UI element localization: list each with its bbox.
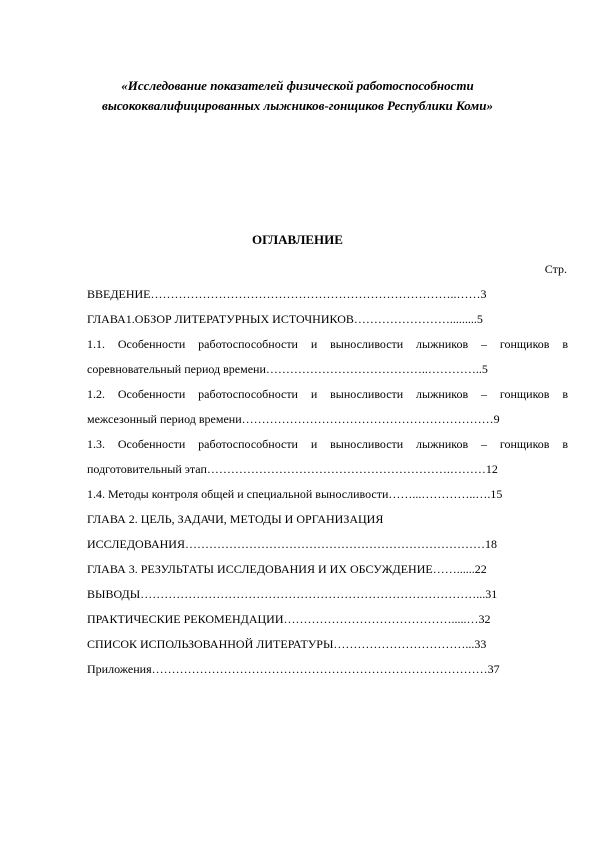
document-title <box>60 76 535 116</box>
toc-entry-appendices: Приложения…………………………………………………………………………37 <box>87 662 500 676</box>
toc-entry-1-2-line-1: 1.2. Особенности работоспособности и выносливости лыжников – гонщиков в <box>87 387 568 401</box>
title-line-2: высококвалифицированных лыжников-гонщиков Республики Коми» <box>102 98 493 113</box>
toc-entry-1-1-line-1: 1.1. Особенности работоспособности и выносливости лыжников – гонщиков в <box>87 337 568 351</box>
toc-entry-references: СПИСОК ИСПОЛЬЗОВАННОЙ ЛИТЕРАТУРЫ……………………………...33 <box>87 637 487 651</box>
toc-entry-recommendations: ПРАКТИЧЕСКИЕ РЕКОМЕНДАЦИИ…………………………………….....…32 <box>87 612 491 626</box>
toc-heading: ОГЛАВЛЕНИЕ <box>252 232 343 247</box>
toc-entry-chapter-3: ГЛАВА 3. РЕЗУЛЬТАТЫ ИССЛЕДОВАНИЯ И ИХ ОБСУЖДЕНИЕ……......22 <box>87 562 487 576</box>
toc-entry-1-2-line-2: межсезонный период времени………………………………………………………9 <box>87 412 500 426</box>
toc-entry-1-1-line-2: соревновательный период времени…………………………………..…………..5 <box>87 362 488 376</box>
toc-entry-1-3-line-2: подготовительный этап…………………………………………………….………12 <box>87 462 498 476</box>
toc-entry-chapter-1: ГЛАВА1.ОБЗОР ЛИТЕРАТУРНЫХ ИСТОЧНИКОВ…………………….........5 <box>87 312 483 326</box>
title-line-1: «Исследование показателей физической работоспособности <box>121 78 474 93</box>
table-of-contents <box>87 282 568 682</box>
toc-entry-introduction: ВВЕДЕНИЕ…………………………………………………………………..……3 <box>87 287 487 301</box>
toc-entry-chapter-2-line-1: ГЛАВА 2. ЦЕЛЬ, ЗАДАЧИ, МЕТОДЫ И ОРГАНИЗАЦИЯ <box>87 512 384 526</box>
toc-entry-conclusions: ВЫВОДЫ…………………………………………………………………………...31 <box>87 587 498 601</box>
toc-entry-1-3-line-1: 1.3. Особенности работоспособности и выносливости лыжников – гонщиков в <box>87 437 568 451</box>
page-column-label: Стр. <box>544 262 567 276</box>
toc-entry-1-4: 1.4. Методы контроля общей и специальной выносливости……...…………..….15 <box>87 487 503 501</box>
toc-entry-chapter-2-line-2: ИССЛЕДОВАНИЯ…………………………………………………………………18 <box>87 537 497 551</box>
